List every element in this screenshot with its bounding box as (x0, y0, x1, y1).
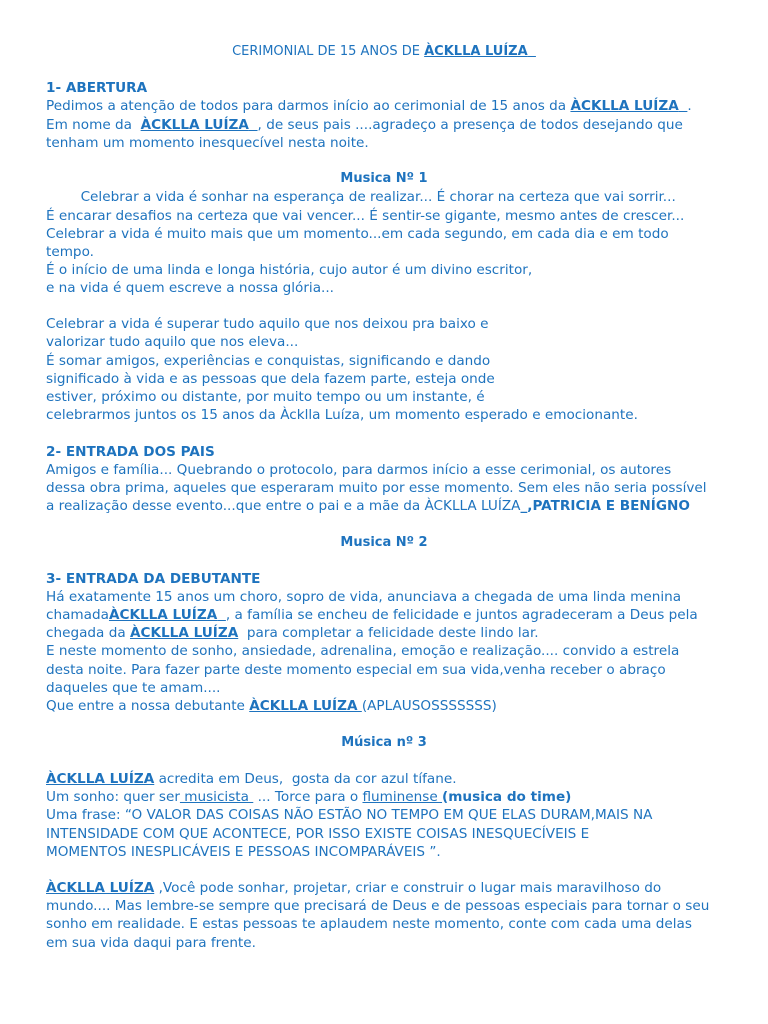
paragraph-line: em sua vida daqui para frente. (46, 935, 256, 951)
debutante-name: ÀCKLLA LUÍZA (46, 880, 155, 896)
debutante-name: ÀCKLLA LUÍZA (570, 98, 679, 114)
quote-line: Uma frase: “O VALOR DAS COISAS NÃO ESTÃO NO TEMPO EM QUE ELAS DURAM,MAIS NA (46, 807, 653, 823)
debutante-name: Àcklla Luíza (280, 407, 360, 423)
debutante-name: ÀCKLLA LUÍZA (249, 698, 358, 714)
paragraph-line: Que entre a nossa debutante ÀCKLLA LUÍZA (APLAUSOSSSSSSS) (46, 698, 497, 714)
music-heading-3: Música nº 3 (341, 735, 427, 750)
poem-line: celebrarmos juntos os 15 anos da Àcklla Luíza, um momento esperado e emocionante. (46, 407, 638, 423)
poem-line: e na vida é quem escreve a nossa glória... (46, 280, 334, 296)
paragraph-line: ÀCKLLA LUÍZA acredita em Deus, gosta da cor azul tífane. (46, 771, 457, 787)
poem-line: É encarar desafios na certeza que vai vencer... É sentir-se gigante, mesmo antes de crescer... (46, 208, 685, 224)
section-heading-abertura: 1- ABERTURA (46, 80, 148, 96)
paragraph-line: sonho em realidade. E estas pessoas te aplaudem neste momento, conte com cada uma delas (46, 916, 692, 932)
poem-line: Celebrar a vida é superar tudo aquilo que nos deixou pra baixo e (46, 316, 489, 332)
paragraph-line: Pedimos a atenção de todos para darmos início ao cerimonial de 15 anos da ÀCKLLA LUÍZA . (46, 98, 692, 114)
poem-line: Celebrar a vida é muito mais que um momento...em cada segundo, em cada dia e em todo (46, 226, 669, 242)
debutante-name: ÀCKLLA LUÍZA (108, 607, 218, 623)
debutante-name: ÀCKLLA LUÍZA (129, 625, 239, 641)
paragraph-line: chegada da ÀCKLLA LUÍZA para completar a felicidade deste lindo lar. (46, 625, 539, 641)
music-heading-2: Musica Nº 2 (340, 535, 428, 550)
section-heading-entrada-debutante: 3- ENTRADA DA DEBUTANTE (46, 571, 261, 587)
paragraph-line: E neste momento de sonho, ansiedade, adrenalina, emoção e realização.... convido a estrela (46, 643, 680, 659)
document-title: CERIMONIAL DE 15 ANOS DE ÀCKLLA LUÍZA (232, 44, 528, 59)
paragraph-line: a realização desse evento...que entre o pai e a mãe da ÀCKLLA LUÍZA_,PATRICIA E BENÍGNO (46, 498, 690, 514)
debutante-name: ÀCKLLA LUÍZA (46, 771, 155, 787)
paragraph-line: chamadaÀCKLLA LUÍZA , a família se encheu de felicidade e juntos agradeceram a Deus pela (46, 607, 698, 623)
parents-names: PATRICIA E BENÍGNO (532, 498, 690, 514)
section-heading-entrada-pais: 2- ENTRADA DOS PAIS (46, 444, 215, 460)
paragraph-line: daqueles que te amam.... (46, 680, 221, 696)
debutante-name: ÀCKLLA LUÍZA (140, 117, 249, 133)
paragraph-line: ÀCKLLA LUÍZA ,Você pode sonhar, projetar, criar e construir o lugar mais maravilhoso do (46, 880, 662, 896)
paragraph-line: tenham um momento inesquecível nesta noite. (46, 135, 369, 151)
poem-line: estiver, próximo ou distante, por muito tempo ou um instante, é (46, 389, 485, 405)
poem-line: É somar amigos, experiências e conquistas, significando e dando (46, 353, 491, 369)
poem-line: Celebrar a vida é sonhar na esperança de realizar... É chorar na certeza que vai sorrir... (46, 189, 676, 205)
debutante-name: ÀCKLLA LUÍZA (424, 44, 528, 59)
paragraph-line: Há exatamente 15 anos um choro, sopro de vida, anunciava a chegada de uma linda menina (46, 589, 682, 605)
paragraph-line: mundo.... Mas lembre-se sempre que precisará de Deus e de pessoas especiais para tornar o seu (46, 898, 710, 914)
poem-line: tempo. (46, 244, 94, 260)
quote-line: INTENSIDADE COM QUE ACONTECE, POR ISSO EXISTE COISAS INESQUECÍVEIS E (46, 826, 590, 842)
poem-line: significado à vida e as pessoas que dela fazem parte, esteja onde (46, 371, 495, 387)
paragraph-line: Amigos e família... Quebrando o protocolo, para darmos início a esse cerimonial, os autores (46, 462, 672, 478)
paragraph-line: Um sonho: quer ser musicista ... Torce para o fluminense (musica do time) (46, 789, 572, 805)
paragraph-line: desta noite. Para fazer parte deste momento especial em sua vida,venha receber o abraço (46, 662, 666, 678)
paragraph-line: Em nome da ÀCKLLA LUÍZA , de seus pais ....agradeço a presença de todos desejando que (46, 117, 683, 133)
paragraph-line: dessa obra prima, aqueles que esperaram muito por esse momento. Sem eles não seria possível (46, 480, 707, 496)
music-heading-1: Musica Nº 1 (340, 171, 428, 186)
poem-line: É o início de uma linda e longa história, cujo autor é um divino escritor, (46, 262, 533, 278)
quote-line: MOMENTOS INESPLICÁVEIS E PESSOAS INCOMPARÁVEIS ”. (46, 844, 441, 860)
poem-line: valorizar tudo aquilo que nos eleva... (46, 334, 299, 350)
